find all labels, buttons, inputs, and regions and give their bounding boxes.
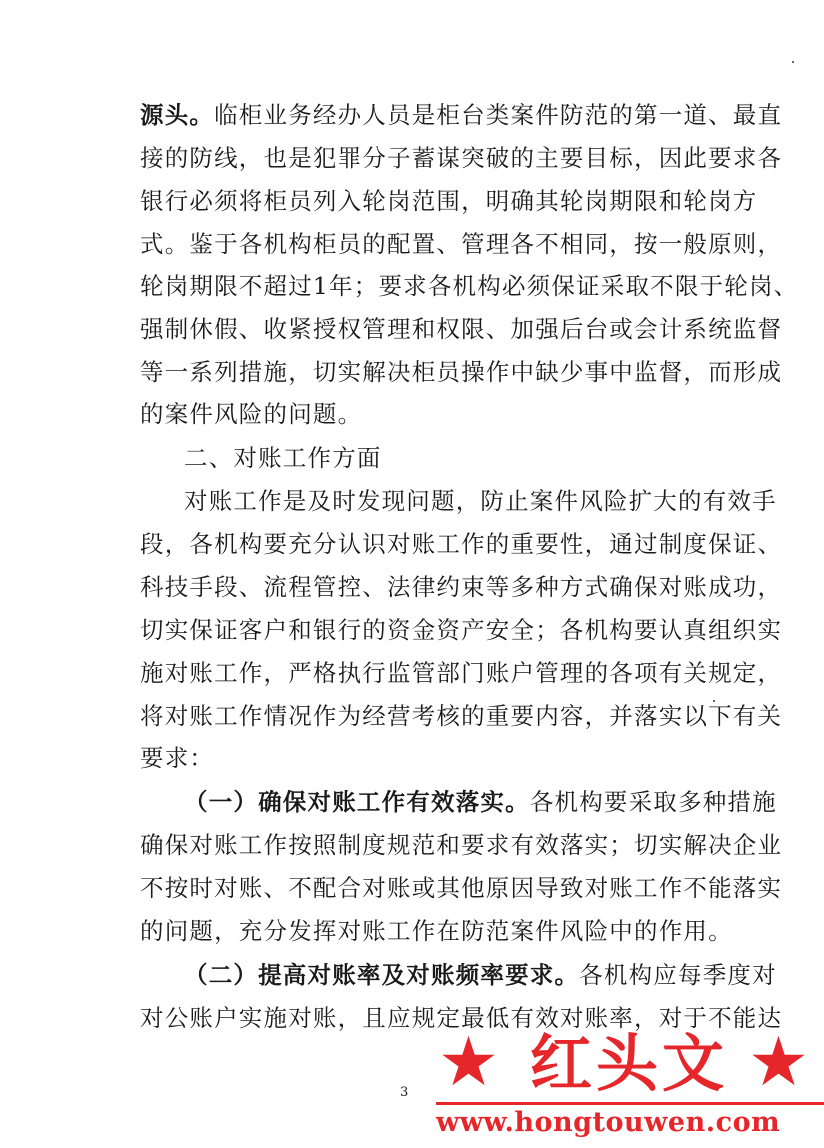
line-text: 各机构要采取多种措施: [529, 788, 777, 816]
paragraph-line: [140, 615, 782, 645]
line-text: 切实保证客户和银行的资金资产安全；各机构要认真组织实: [140, 616, 783, 644]
bold-run: （一）确保对账工作有效落实。: [184, 788, 530, 816]
line-text: 银行必须将柜员列入轮岗范围，明确其轮岗期限和轮岗方: [140, 187, 758, 215]
paragraph-line: [140, 314, 782, 344]
bold-run: 源头。: [140, 101, 215, 129]
paragraph-line: [184, 960, 777, 990]
bold-run: （二）提高对账率及对账频率要求。: [184, 961, 580, 989]
line-text: 强制休假、收紧授权管理和权限、加强后台或会计系统监督: [140, 315, 783, 343]
paragraph-line: [140, 357, 782, 387]
page-number: 3: [400, 1085, 409, 1100]
line-text: 的案件风险的问题。: [140, 400, 363, 428]
paragraph-line: [140, 143, 782, 173]
paragraph-line: [140, 873, 782, 903]
line-text: 施对账工作，严格执行监管部门账户管理的各项有关规定，: [140, 659, 783, 687]
line-text: 接的防线，也是犯罪分子蓄谋突破的主要目标，因此要求各: [140, 144, 783, 172]
watermark-divider: [436, 1102, 824, 1105]
line-text: 对账工作是及时发现问题，防止案件风险扩大的有效手: [184, 487, 777, 515]
line-text: 式。鉴于各机构柜员的配置、管理各不相同，按一般原则，: [140, 230, 783, 258]
section-heading: [184, 443, 382, 473]
line-text: 临柜业务经办人员是柜台类案件防范的第一道、最直: [214, 101, 783, 129]
paragraph-line: [140, 743, 214, 773]
paragraph-line: [184, 787, 777, 817]
paragraph-line: [184, 486, 777, 516]
paragraph-line: [140, 830, 782, 860]
paragraph-line: [140, 701, 782, 731]
paragraph-line: [140, 399, 362, 429]
paragraph-line: [140, 658, 782, 688]
line-text: 不按时对账、不配合对账或其他原因导致对账工作不能落实: [140, 874, 783, 902]
paragraph-line: [140, 529, 782, 559]
line-text: 等一系列措施，切实解决柜员操作中缺少事中监督，而形成: [140, 358, 783, 386]
line-text: 对公账户实施对账，且应规定最低有效对账率，对于不能达: [140, 1004, 783, 1032]
watermark-title: 红头文: [530, 1027, 729, 1100]
watermark: [430, 1023, 824, 1148]
line-text: 轮岗期限不超过1年；要求各机构必须保证采取不限于轮岗、: [140, 272, 799, 300]
paragraph-line: [140, 100, 782, 130]
paragraph-line: [140, 916, 733, 946]
scan-speck: [713, 700, 715, 702]
scan-speck: [792, 61, 794, 63]
paragraph-line: [140, 229, 782, 259]
paragraph-line: [140, 572, 782, 602]
line-text: 确保对账工作按照制度规范和要求有效落实；切实解决企业: [140, 831, 783, 859]
star-icon: ★: [748, 1023, 809, 1102]
line-text: 二、对账工作方面: [184, 444, 382, 472]
line-text: 要求：: [140, 744, 215, 772]
line-text: 段，各机构要充分认识对账工作的重要性，通过制度保证、: [140, 530, 783, 558]
paragraph-line: [140, 186, 758, 216]
line-text: 将对账工作情况作为经营考核的重要内容，并落实以下有关: [140, 702, 783, 730]
paragraph-line: [140, 271, 798, 301]
line-text: 科技手段、流程管控、法律约束等多种方式确保对账成功，: [140, 573, 783, 601]
star-icon: ★: [438, 1023, 499, 1102]
line-text: 各机构应每季度对: [579, 961, 777, 989]
watermark-url: www.hongtouwen.com: [436, 1107, 781, 1138]
line-text: 的问题，充分发挥对账工作在防范案件风险中的作用。: [140, 917, 733, 945]
